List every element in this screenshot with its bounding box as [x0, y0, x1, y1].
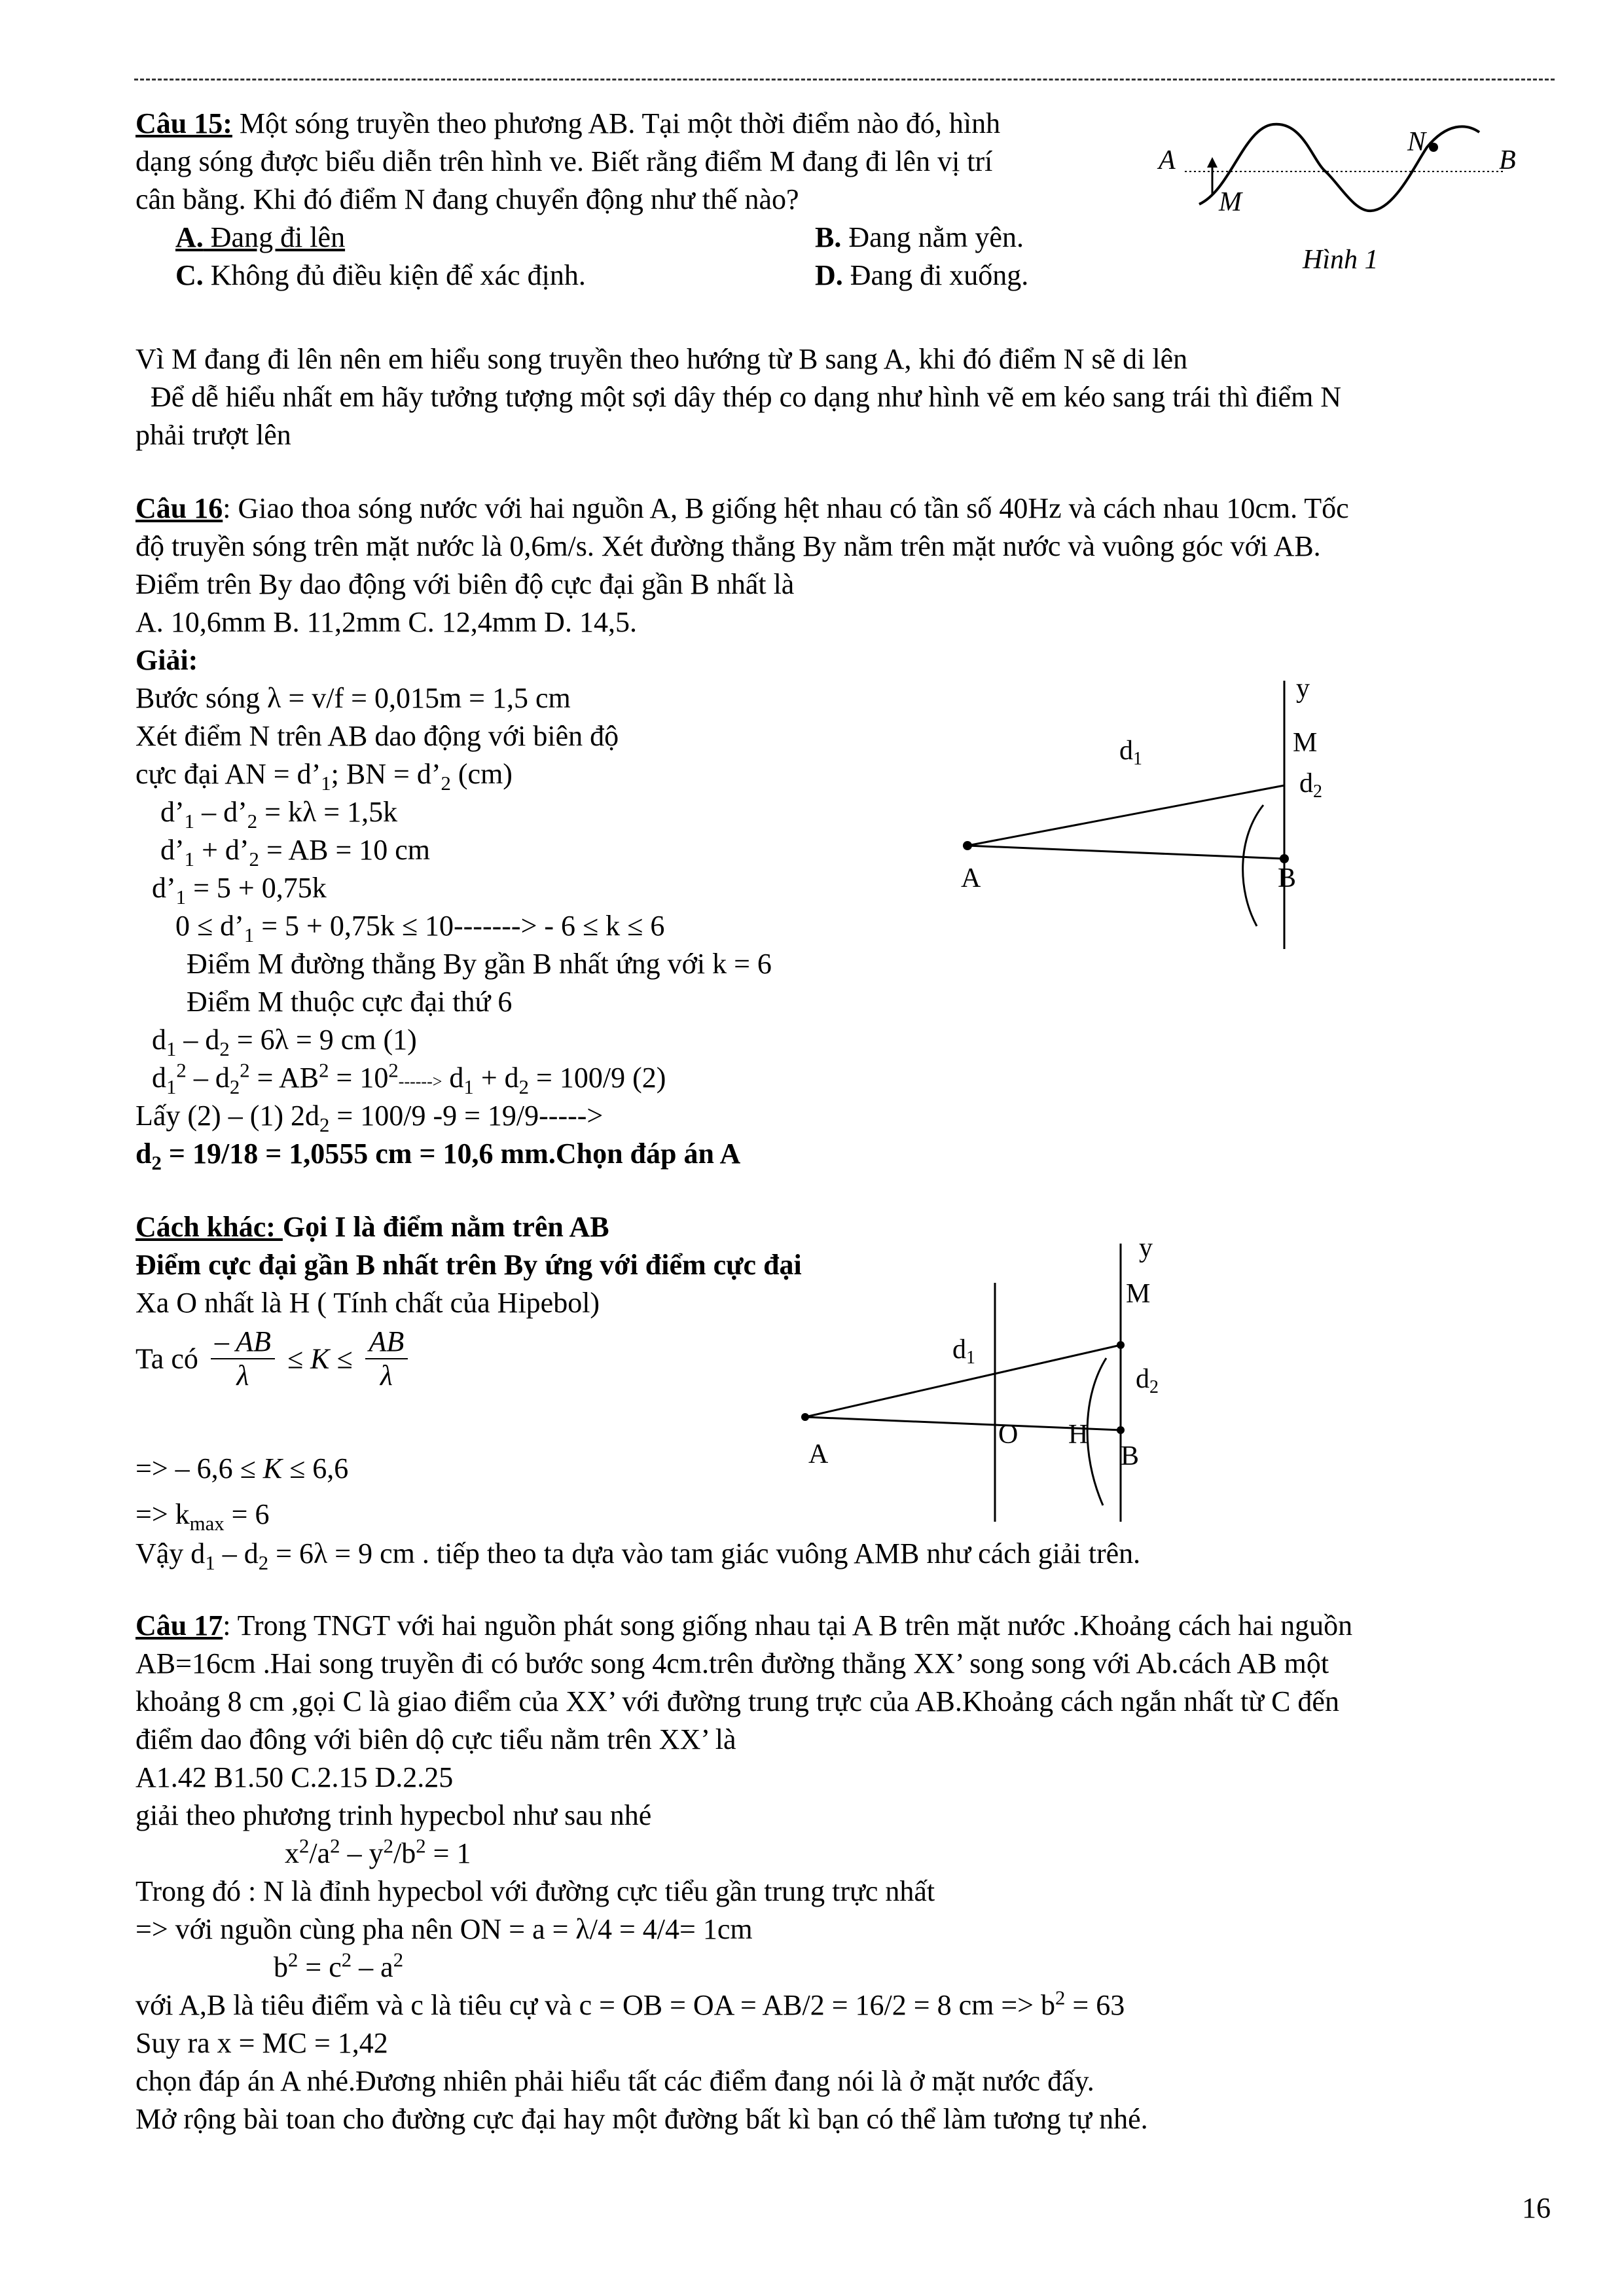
q17-sol-line7: Mở rộng bài toan cho đường cực đại hay một đường bất kì bạn có thể làm tương tự nhé. [135, 2103, 1148, 2135]
q17-line3: khoảng 8 cm ,gọi C là giao điểm của XX’ với đường trung trực của AB.Khoảng cách ngắn nhất từ C đến [135, 1685, 1339, 1717]
label-d2: d2 [1299, 768, 1322, 802]
label-n: N [1407, 127, 1426, 157]
q16-line3: Điểm trên By dao động với biên độ cực đại gần B nhất là [135, 568, 795, 600]
q16-step2: Xét điểm N trên AB dao động với biên độ [135, 720, 619, 752]
point-b [1117, 1426, 1125, 1434]
q16-step9: Điểm M thuộc cực đại thứ 6 [187, 986, 513, 1018]
q17-sol-line1: giải theo phương trinh hypecbol như sau nhé [135, 1799, 652, 1831]
q15-option-c: C. Không đủ điều kiện để xác định. [175, 259, 586, 291]
q16-alt-line2: Điểm cực đại gần B nhất trên By ứng với điểm cực đại [135, 1249, 802, 1281]
q15-line1: Câu 15: Một sóng truyền theo phương AB. Tại một thời điểm nào đó, hình [135, 107, 1001, 139]
label-y: y [1296, 673, 1310, 704]
q15-line2: dạng sóng được biểu diễn trên hình ve. Biết rằng điểm M đang đi lên vị trí [135, 145, 993, 177]
label-m: M [1126, 1279, 1151, 1309]
q17-hyperbola-equation: $x^2/a^2 - y^2/b^2 = 1$ [285, 1835, 471, 1869]
q16-step6: $d’_1 = 5 + 0,75k$ [152, 872, 327, 908]
label-a: A [961, 863, 981, 893]
q16-label: Câu 16 [135, 492, 223, 524]
m-arrow-head [1207, 157, 1218, 168]
q17-line1: Câu 17: Trong TNGT với hai nguồn phát song giống nhau tại A B trên mặt nước .Khoảng cách hai nguồn [135, 1609, 1353, 1641]
figure-caption: Hình 1 [1303, 245, 1379, 275]
q16-step7: $0 \le d’_1 = 5 + 0,75k \le 10-------> - 6 \le k \le 6$ [175, 910, 665, 946]
q15-option-a: A. Đang đi lên [175, 221, 346, 253]
q16-figure-1 [943, 661, 1348, 962]
point-m [1117, 1341, 1125, 1349]
point-b [1280, 854, 1289, 863]
q16-alt-result2: => $k_{max} = 6$ [135, 1498, 270, 1535]
label-b: B [1278, 863, 1297, 893]
q17-line2: AB=16cm .Hai song truyền đi có bước song 4cm.trên đường thẳng XX’ song song với Ab.cách AB một [135, 1647, 1329, 1679]
hyperbola-arc [1243, 805, 1263, 926]
q16-step10: $d_1 - d_2 = 6\lambda = 9$ cm (1) [152, 1024, 417, 1060]
q17-sol-line3: => với nguồn cùng pha nên ON = a = λ/4 = 4/4= 1cm [135, 1913, 753, 1945]
label-b: B [1121, 1441, 1140, 1471]
segment-ab [967, 846, 1284, 859]
q16-step1: Bước sóng λ = v/f = 0,015m = 1,5 cm [135, 682, 571, 714]
q16-solution-heading: Giải: [135, 644, 198, 676]
label-d1: d1 [1119, 736, 1142, 769]
q16-result: $d_2 = 19/18 = 1,0555$ cm = 10,6 mm.Chọn đáp án A [135, 1138, 741, 1174]
label-o: O [998, 1420, 1019, 1450]
q15-option-d: D. Đang đi xuống. [815, 259, 1029, 291]
q17-sol-line6: chọn đáp án A nhé.Đương nhiên phải hiểu tất các điểm đang nói là ở mặt nước đấy. [135, 2065, 1094, 2097]
top-dashed-rule [134, 79, 1555, 81]
q15-solution-line2: Để dễ hiểu nhất em hãy tưởng tượng một sợi dây thép co dạng như hình vẽ em kéo sang trái thì điểm N [151, 381, 1342, 413]
q17-options: A1.42 B1.50 C.2.15 D.2.25 [135, 1761, 454, 1793]
q16-line1: Câu 16: Giao thoa sóng nước với hai nguồn A, B giống hệt nhau có tần số 40Hz và cách nhau 10cm. Tốc [135, 492, 1349, 524]
hyperbola-arc [1087, 1358, 1106, 1505]
q15-option-b: B. Đang nằm yên. [815, 221, 1024, 253]
label-b: B [1499, 145, 1516, 175]
q17-b-equation: $b^2 = c^2 - a^2$ [274, 1948, 404, 1983]
q15-label: Câu 15: [135, 107, 232, 139]
q16-step4: $d’_1$ – $d’_2 = k\lambda = 1,5k$ [160, 796, 398, 833]
q16-figure-2 [785, 1217, 1257, 1532]
q16-step8: Điểm M đường thẳng By gần B nhất ứng với k = 6 [187, 948, 772, 980]
page-number: 16 [1522, 2192, 1551, 2224]
point-a [963, 841, 972, 850]
label-d2: d2 [1136, 1364, 1159, 1397]
q17-line4: điểm dao đông với biên dộ cực tiểu nằm trên XX’ là [135, 1723, 736, 1755]
q17-sol-line4: với A,B là tiêu điểm và c là tiêu cự và c = OB = OA = AB/2 = 16/2 = 8 cm => $b^2 = 63$ [135, 1986, 1125, 2021]
q16-step11: $d_1^2 - d_2^2 = AB^2 = 10^2------> d_1 + d_2 = 100/9$ (2) [152, 1059, 666, 1098]
label-h: H [1068, 1420, 1089, 1450]
q16-alt-result3: Vậy $d_1 - d_2 = 6\lambda = 9$ cm . tiếp theo ta dựa vào tam giác vuông AMB như cách giải trên. [135, 1537, 1141, 1574]
q17-label: Câu 17 [135, 1609, 223, 1641]
q16-alt-result1: => – 6,6 ≤ K ≤ 6,6 [135, 1452, 349, 1484]
q16-inequality: Ta có $\frac{- AB}{\lambda}$ ≤ K ≤ $\frac{AB}{\lambda}$ [135, 1325, 413, 1392]
q15-solution-line1: Vì M đang đi lên nên em hiểu song truyền theo hướng từ B sang A, khi đó điểm N sẽ di lên [135, 343, 1188, 375]
label-m: M [1293, 728, 1318, 758]
q17-sol-line2: Trong đó : N là đỉnh hypecbol với đường cực tiểu gần trung trực nhất [135, 1875, 935, 1907]
q15-line3: cân bằng. Khi đó điểm N đang chuyển động như thế nào? [135, 183, 799, 215]
q16-step5: $d’_1$ + $d’_2$ = AB = 10 cm [160, 834, 431, 870]
q16-alt-line1: Cách khác: Gọi I là điểm nằm trên AB [135, 1211, 609, 1243]
q15-wave-figure [1139, 98, 1558, 295]
label-a: A [1159, 145, 1176, 175]
label-d1: d1 [952, 1335, 975, 1368]
point-a [801, 1413, 809, 1421]
q16-step3: cực đại AN = $d’_1$; BN = $d’_2$ (cm) [135, 758, 513, 795]
q16-line2: độ truyền sóng trên mặt nước là 0,6m/s. Xét đường thẳng By nằm trên mặt nước và vuông góc với AB. [135, 530, 1321, 562]
label-a: A [808, 1439, 829, 1469]
segment-am [967, 785, 1284, 846]
q16-step12: Lấy (2) – (1) $2d_2 = 100/9$ -9 = 19/9-----> [135, 1100, 604, 1136]
q16-options: A. 10,6mm B. 11,2mm C. 12,4mm D. 14,5. [135, 606, 637, 638]
q15-solution-line3: phải trượt lên [135, 419, 291, 451]
q17-sol-line5: Suy ra x = MC = 1,42 [135, 2027, 388, 2059]
point-n [1429, 143, 1438, 152]
label-y: y [1139, 1233, 1153, 1263]
q16-alt-line3: Xa O nhất là H ( Tính chất của Hipebol) [135, 1287, 600, 1319]
label-m: M [1219, 187, 1242, 217]
